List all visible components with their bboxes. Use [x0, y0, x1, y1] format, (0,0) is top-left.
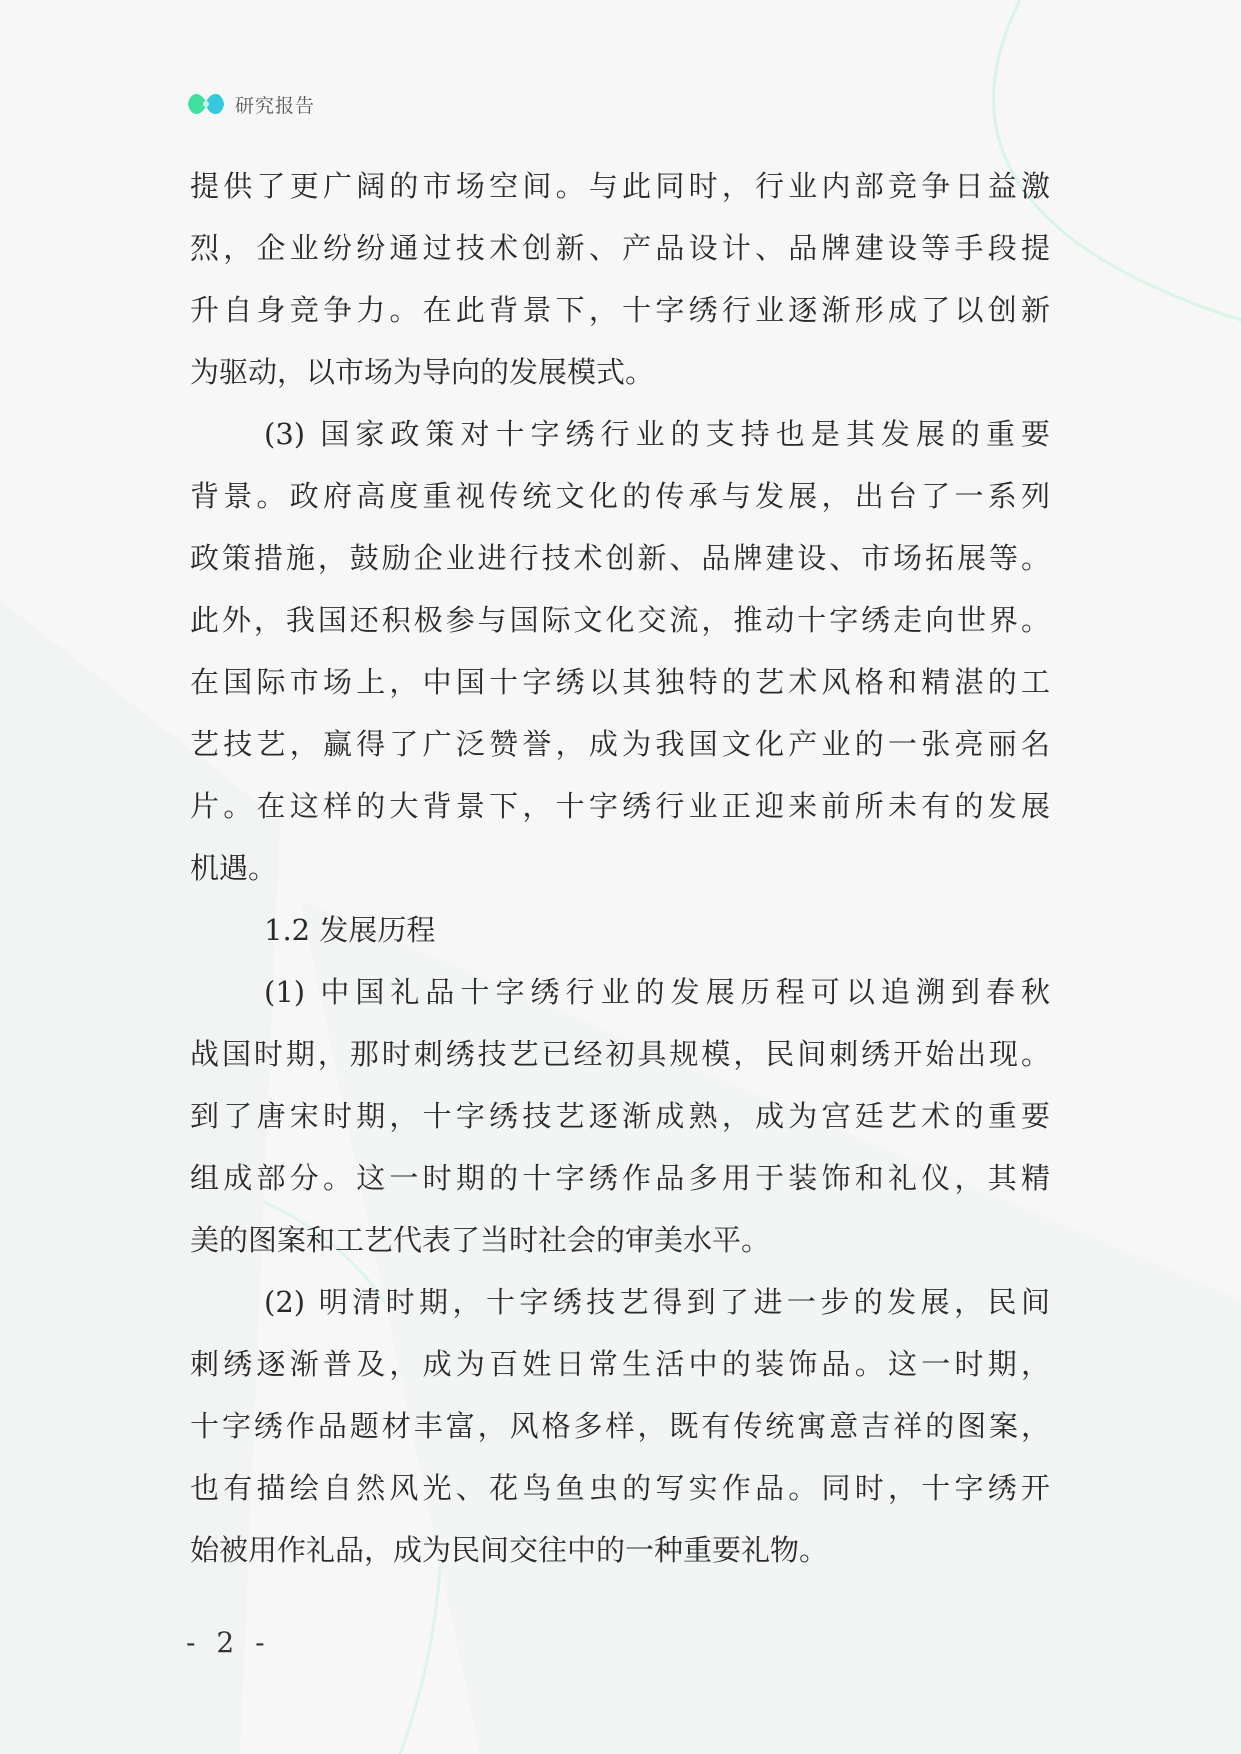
- text-line: 提供了更广阔的市场空间。与此同时，行业内部竞争日益激: [190, 169, 1050, 203]
- paragraph: [190, 1271, 1050, 1581]
- text-line: 也有描绘自然风光、花鸟鱼虫的写实作品。同时，十字绣开: [190, 1471, 1050, 1505]
- text-line: 战国时期，那时刺绣技艺已经初具规模，民间刺绣开始出现。: [190, 1037, 1050, 1071]
- text-line: 政策措施，鼓励企业进行技术创新、品牌建设、市场拓展等。: [190, 541, 1050, 575]
- text-line: 此外，我国还积极参与国际文化交流，推动十字绣走向世界。: [190, 603, 1050, 637]
- text-line: 背景。政府高度重视传统文化的传承与发展，出台了一系列: [190, 479, 1050, 513]
- paragraph: [190, 961, 1050, 1271]
- report-header: [186, 86, 315, 122]
- text-line: 始被用作礼品，成为民间交往中的一种重要礼物。: [190, 1533, 829, 1567]
- paragraph: [190, 155, 1050, 403]
- paragraph: [190, 403, 1050, 899]
- report-logo-icon: [186, 86, 226, 122]
- text-line: (3) 国家政策对十字绣行业的支持也是其发展的重要: [264, 417, 1050, 451]
- text-line: 到了唐宋时期，十字绣技艺逐渐成熟，成为宫廷艺术的重要: [190, 1099, 1050, 1133]
- text-line: 刺绣逐渐普及，成为百姓日常生活中的装饰品。这一时期，: [190, 1347, 1050, 1381]
- text-line: 在国际市场上，中国十字绣以其独特的艺术风格和精湛的工: [190, 665, 1050, 699]
- text-line: 为驱动，以市场为导向的发展模式。: [190, 355, 655, 389]
- text-line: (1) 中国礼品十字绣行业的发展历程可以追溯到春秋: [264, 975, 1050, 1009]
- text-line: 机遇。: [190, 851, 278, 885]
- text-line: 烈，企业纷纷通过技术创新、产品设计、品牌建设等手段提: [190, 231, 1050, 265]
- section-heading: 1.2 发展历程: [264, 913, 436, 947]
- text-line: (2) 明清时期，十字绣技艺得到了进一步的发展，民间: [264, 1285, 1050, 1319]
- text-line: 艺技艺，赢得了广泛赞誉，成为我国文化产业的一张亮丽名: [190, 727, 1050, 761]
- text-line: 十字绣作品题材丰富，风格多样，既有传统寓意吉祥的图案，: [190, 1409, 1050, 1443]
- text-line: 升自身竞争力。在此背景下，十字绣行业逐渐形成了以创新: [190, 293, 1050, 327]
- page-number: - 2 -: [186, 1626, 271, 1659]
- text-line: 片。在这样的大背景下，十字绣行业正迎来前所未有的发展: [190, 789, 1050, 823]
- report-body: [190, 155, 1050, 1581]
- header-title: 研究报告: [235, 94, 316, 117]
- text-line: 美的图案和工艺代表了当时社会的审美水平。: [190, 1223, 771, 1257]
- text-line: 组成部分。这一时期的十字绣作品多用于装饰和礼仪，其精: [190, 1161, 1050, 1195]
